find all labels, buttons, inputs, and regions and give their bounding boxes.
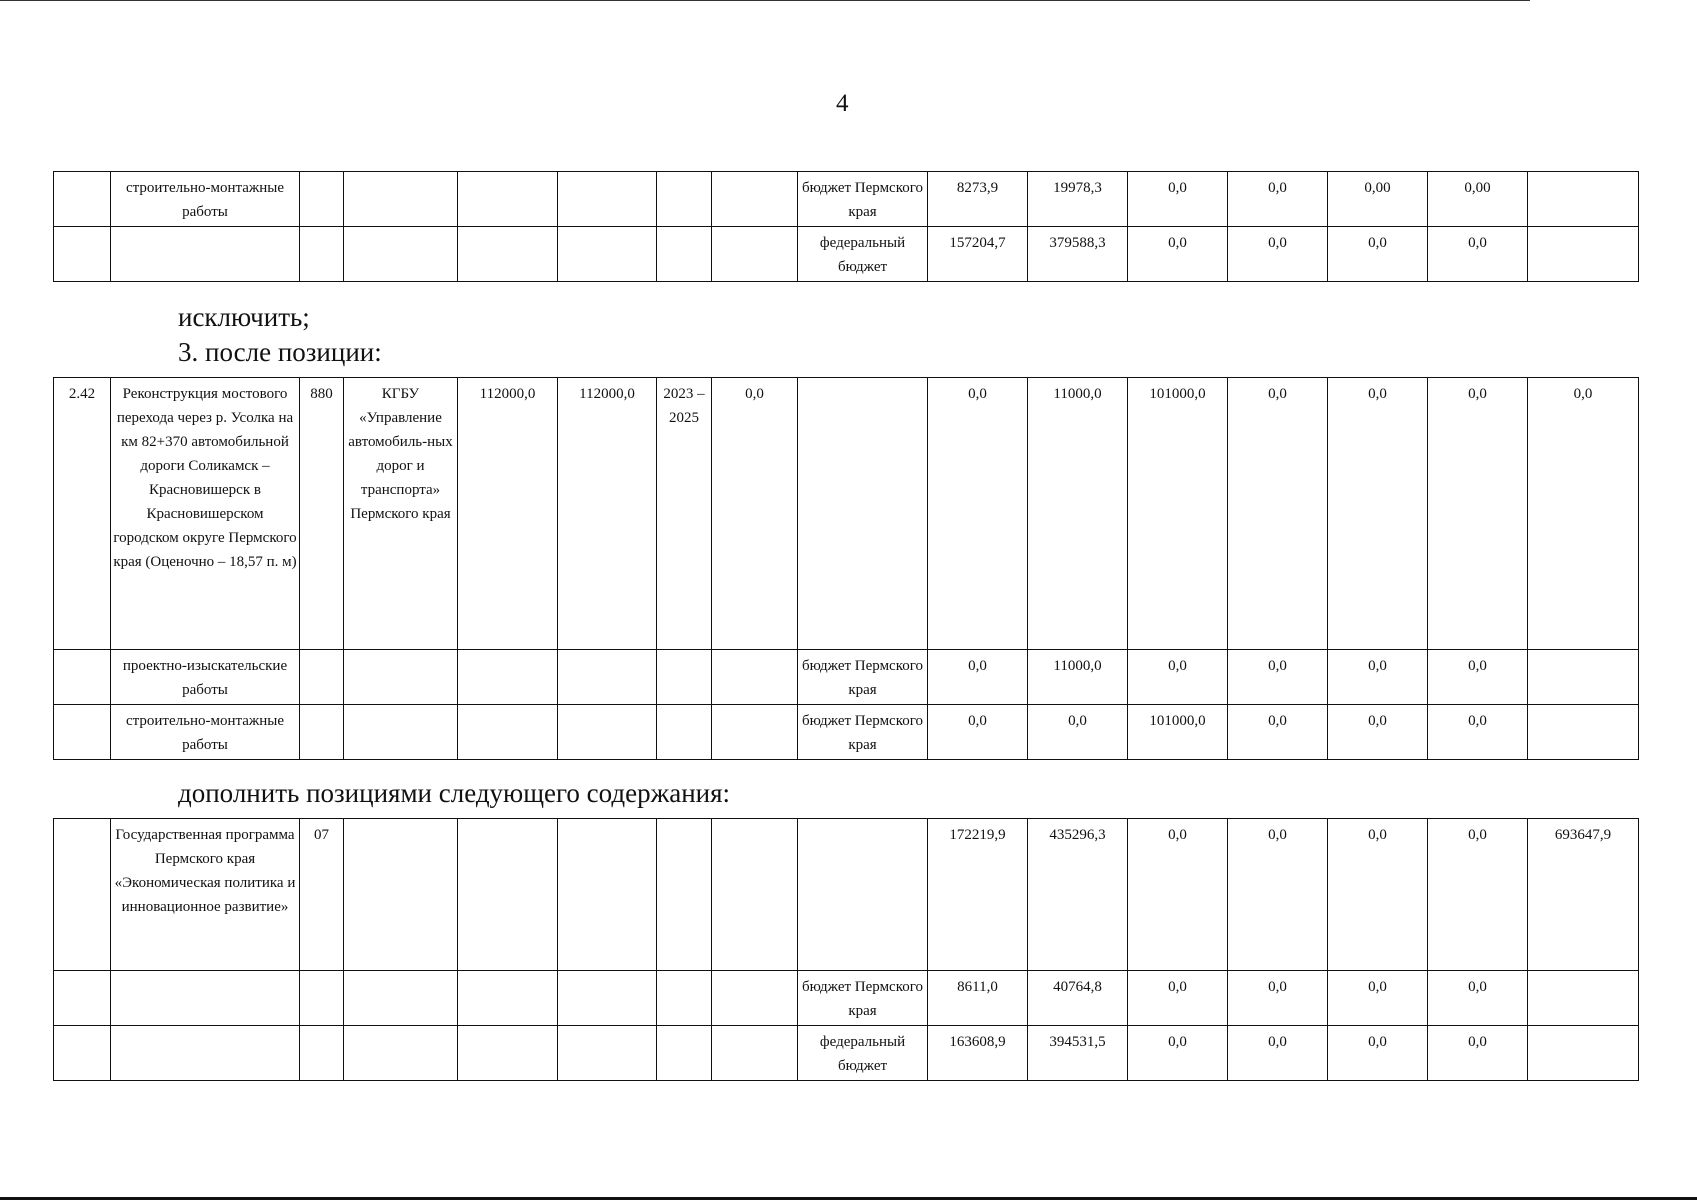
table-cell bbox=[111, 227, 300, 282]
table-cell: 157204,7 bbox=[928, 227, 1028, 282]
table-cell bbox=[344, 1026, 458, 1081]
table-cell: 0,0 bbox=[1428, 1026, 1528, 1081]
table-cell bbox=[657, 1026, 712, 1081]
table-cell: бюджет Пермского края bbox=[798, 172, 928, 227]
table-row bbox=[54, 819, 1639, 971]
table-row bbox=[54, 1026, 1639, 1081]
table-cell: 0,0 bbox=[1328, 227, 1428, 282]
table-cell bbox=[558, 971, 657, 1026]
table-cell: 0,0 bbox=[1228, 227, 1328, 282]
table-row bbox=[54, 705, 1639, 760]
table-cell: 0,0 bbox=[1328, 971, 1428, 1026]
table-cell bbox=[558, 1026, 657, 1081]
table-cell bbox=[300, 172, 344, 227]
table-cell: бюджет Пермского края bbox=[798, 705, 928, 760]
instruction-after-position: 3. после позиции: bbox=[178, 337, 382, 367]
table-cell bbox=[300, 705, 344, 760]
table-cell bbox=[712, 227, 798, 282]
table-cell: 394531,5 bbox=[1028, 1026, 1128, 1081]
table-cell: 112000,0 bbox=[458, 378, 558, 650]
instruction-exclude: исключить; bbox=[178, 302, 310, 332]
table-cell: 0,0 bbox=[1428, 705, 1528, 760]
table-cell: 2.42 bbox=[54, 378, 111, 650]
table-cell: 693647,9 bbox=[1528, 819, 1639, 971]
table-cell: 19978,3 bbox=[1028, 172, 1128, 227]
table-cell: 0,0 bbox=[1228, 705, 1328, 760]
table-cell bbox=[458, 819, 558, 971]
table-cell: 0,0 bbox=[1128, 971, 1228, 1026]
table-cell bbox=[458, 1026, 558, 1081]
table-cell bbox=[1528, 1026, 1639, 1081]
table-cell bbox=[54, 819, 111, 971]
table-cell: 0,0 bbox=[1228, 819, 1328, 971]
table-cell: 0,0 bbox=[928, 705, 1028, 760]
table-cell: 0,0 bbox=[1228, 172, 1328, 227]
table-cell: проектно-изыскательские работы bbox=[111, 650, 300, 705]
table-cell bbox=[458, 172, 558, 227]
table-cell: 0,0 bbox=[1228, 971, 1328, 1026]
table-cell: 0,00 bbox=[1328, 172, 1428, 227]
table-cell bbox=[300, 227, 344, 282]
table-cell: 0,0 bbox=[1128, 650, 1228, 705]
table-cell: 163608,9 bbox=[928, 1026, 1028, 1081]
table-cell bbox=[712, 705, 798, 760]
table-cell: 11000,0 bbox=[1028, 378, 1128, 650]
table-cell: федеральный бюджет bbox=[798, 227, 928, 282]
table-cell: 0,0 bbox=[1228, 378, 1328, 650]
table-cell: 0,0 bbox=[712, 378, 798, 650]
table-cell: 0,0 bbox=[1328, 1026, 1428, 1081]
table-cell: 0,0 bbox=[928, 378, 1028, 650]
table-cell: 0,0 bbox=[1528, 378, 1639, 650]
page-top-edge bbox=[0, 0, 1530, 1]
table-cell: 8273,9 bbox=[928, 172, 1028, 227]
table-cell bbox=[712, 971, 798, 1026]
table-cell bbox=[54, 650, 111, 705]
table-cell bbox=[558, 172, 657, 227]
table-cell: 0,0 bbox=[1128, 172, 1228, 227]
table-cell bbox=[54, 705, 111, 760]
table-cell bbox=[54, 172, 111, 227]
table-row bbox=[54, 971, 1639, 1026]
table-cell: 880 bbox=[300, 378, 344, 650]
table-cell bbox=[1528, 227, 1639, 282]
table-cell: 0,0 bbox=[1128, 227, 1228, 282]
table-cell bbox=[54, 1026, 111, 1081]
table-cell: Государственная программа Пермского края «Экономическая политика и инновационное развитие» bbox=[111, 819, 300, 971]
table-cell: 0,0 bbox=[1428, 650, 1528, 705]
table-cell bbox=[1528, 172, 1639, 227]
position-2-42-table bbox=[53, 377, 1639, 760]
table-cell bbox=[1528, 705, 1639, 760]
table-cell bbox=[712, 1026, 798, 1081]
table-cell bbox=[344, 819, 458, 971]
table-cell: 0,0 bbox=[1128, 819, 1228, 971]
table-cell: 2023 – 2025 bbox=[657, 378, 712, 650]
table-cell: строительно-монтажные работы bbox=[111, 172, 300, 227]
table-cell bbox=[300, 971, 344, 1026]
table-cell bbox=[111, 1026, 300, 1081]
table-cell: 0,0 bbox=[1328, 819, 1428, 971]
table-row bbox=[54, 378, 1639, 650]
table-cell bbox=[344, 172, 458, 227]
table-cell: 0,0 bbox=[1428, 378, 1528, 650]
table-cell bbox=[657, 650, 712, 705]
table-cell bbox=[1528, 971, 1639, 1026]
table-cell: 0,0 bbox=[1128, 1026, 1228, 1081]
table-cell bbox=[458, 971, 558, 1026]
table-cell bbox=[657, 705, 712, 760]
table-cell bbox=[344, 705, 458, 760]
table-cell bbox=[111, 971, 300, 1026]
table-cell: 0,0 bbox=[1328, 650, 1428, 705]
table-cell bbox=[344, 971, 458, 1026]
table-cell bbox=[344, 650, 458, 705]
table-cell: 40764,8 bbox=[1028, 971, 1128, 1026]
table-cell: Реконструкция мостового перехода через р. Усолка на км 82+370 автомобильной дороги Соликамск – Красновишерск в Красновишерском городском округе Пермского края (Оценочно – 18,57 п. м) bbox=[111, 378, 300, 650]
table-cell: 07 bbox=[300, 819, 344, 971]
table-cell: бюджет Пермского края bbox=[798, 650, 928, 705]
table-cell bbox=[458, 650, 558, 705]
table-cell: 0,0 bbox=[1428, 971, 1528, 1026]
table-cell bbox=[712, 650, 798, 705]
page-number: 4 bbox=[836, 90, 849, 117]
instruction-add-positions: дополнить позициями следующего содержания: bbox=[178, 778, 731, 808]
table-cell bbox=[558, 705, 657, 760]
table-cell: бюджет Пермского края bbox=[798, 971, 928, 1026]
table-cell: 0,0 bbox=[1228, 650, 1328, 705]
table-cell bbox=[344, 227, 458, 282]
table-cell: 8611,0 bbox=[928, 971, 1028, 1026]
table-row bbox=[54, 650, 1639, 705]
table-cell bbox=[657, 819, 712, 971]
table-cell: строительно-монтажные работы bbox=[111, 705, 300, 760]
table-cell bbox=[657, 172, 712, 227]
table-cell: 0,0 bbox=[1228, 1026, 1328, 1081]
table-cell: КГБУ «Управление автомобиль-ных дорог и транспорта» Пермского края bbox=[344, 378, 458, 650]
table-cell bbox=[54, 227, 111, 282]
table-cell: 11000,0 bbox=[1028, 650, 1128, 705]
table-cell bbox=[558, 650, 657, 705]
table-cell: 101000,0 bbox=[1128, 705, 1228, 760]
table-cell bbox=[54, 971, 111, 1026]
table-cell: 0,0 bbox=[1328, 378, 1428, 650]
table-cell bbox=[300, 650, 344, 705]
table-cell bbox=[1528, 650, 1639, 705]
table-cell: 0,0 bbox=[928, 650, 1028, 705]
table-cell: 0,00 bbox=[1428, 172, 1528, 227]
table-row bbox=[54, 227, 1639, 282]
table-cell: 379588,3 bbox=[1028, 227, 1128, 282]
table-cell bbox=[712, 172, 798, 227]
table-cell: федеральный бюджет bbox=[798, 1026, 928, 1081]
table-cell bbox=[458, 705, 558, 760]
table-cell bbox=[657, 227, 712, 282]
table-cell: 0,0 bbox=[1328, 705, 1428, 760]
table-cell bbox=[798, 378, 928, 650]
table-cell: 0,0 bbox=[1028, 705, 1128, 760]
table-cell: 0,0 bbox=[1428, 227, 1528, 282]
table-cell bbox=[458, 227, 558, 282]
table-cell bbox=[300, 1026, 344, 1081]
table-row bbox=[54, 172, 1639, 227]
table-cell bbox=[798, 819, 928, 971]
added-positions-table bbox=[53, 818, 1639, 1081]
table-cell bbox=[712, 819, 798, 971]
table-cell: 112000,0 bbox=[558, 378, 657, 650]
table-cell: 172219,9 bbox=[928, 819, 1028, 971]
table-cell: 435296,3 bbox=[1028, 819, 1128, 971]
table-cell bbox=[657, 971, 712, 1026]
excluded-positions-table bbox=[53, 171, 1639, 282]
table-cell bbox=[558, 819, 657, 971]
table-cell bbox=[558, 227, 657, 282]
table-cell: 101000,0 bbox=[1128, 378, 1228, 650]
table-cell: 0,0 bbox=[1428, 819, 1528, 971]
